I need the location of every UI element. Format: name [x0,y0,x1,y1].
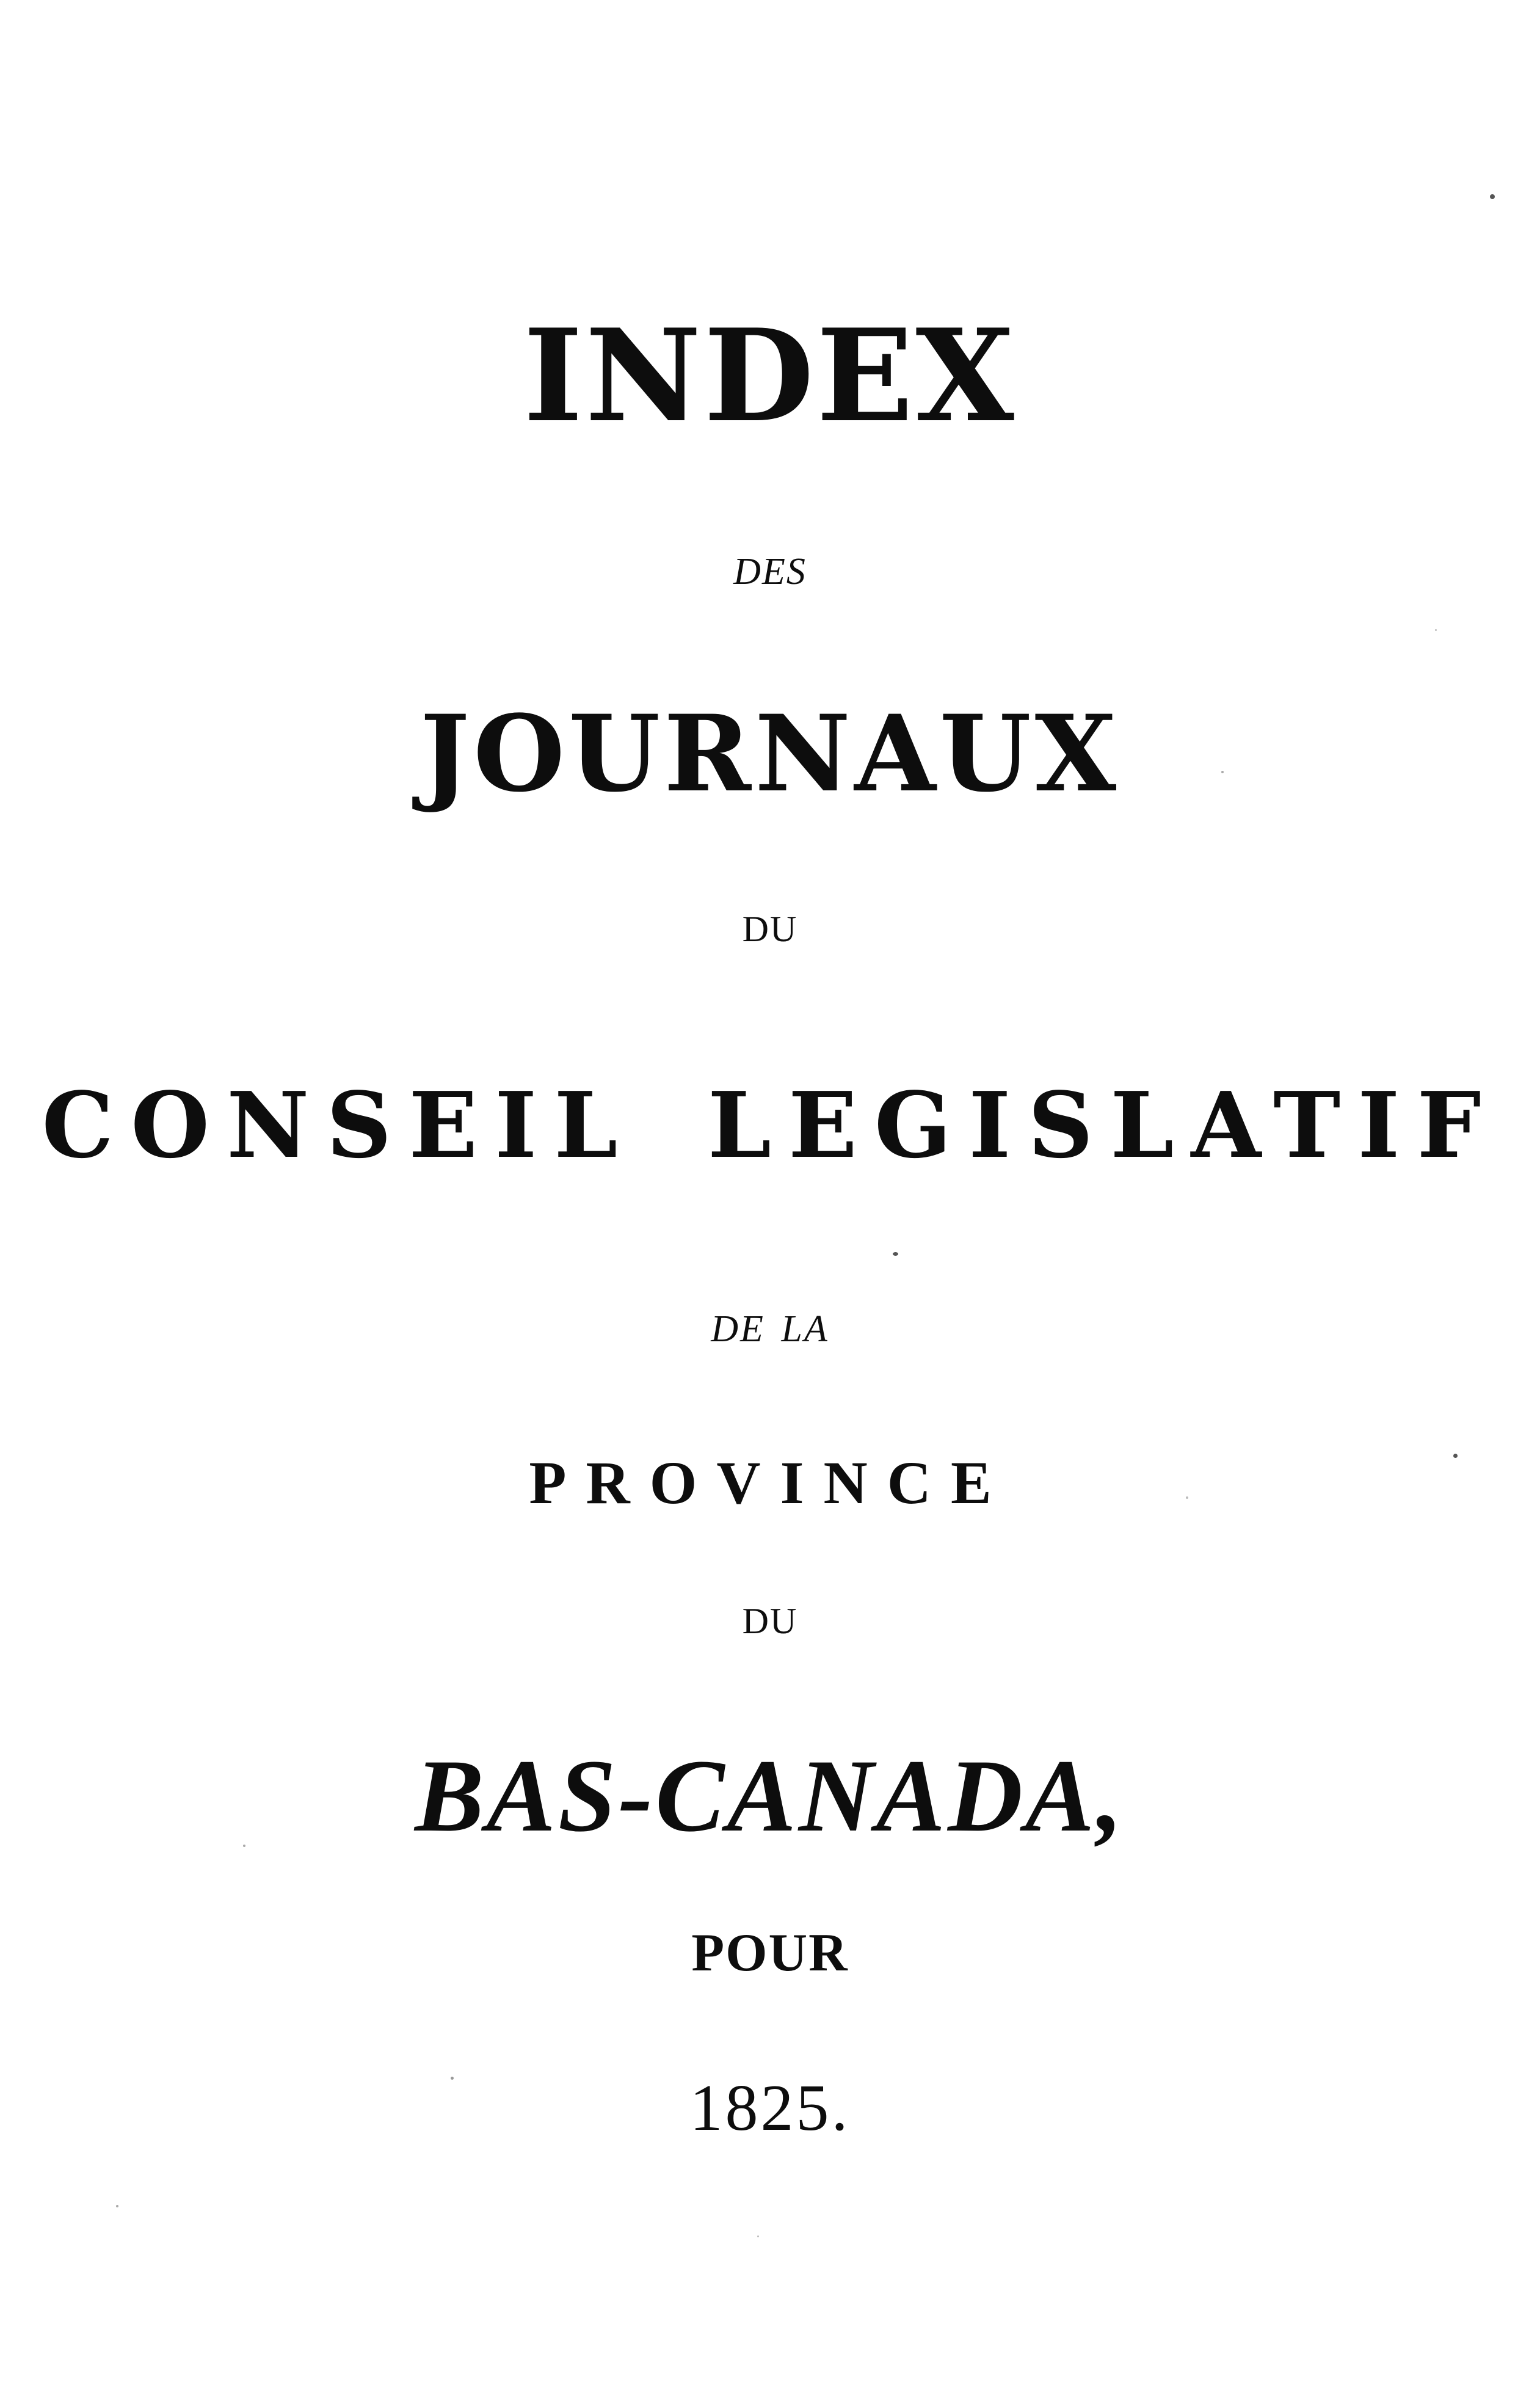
connector-des: DES [733,551,807,592]
scan-speck [1490,194,1495,199]
connector-pour: POUR [691,1923,849,1983]
title-province: PROVINCE [529,1449,1011,1517]
title-journaux: JOURNAUX [420,691,1120,815]
connector-du-2: DU [742,1601,798,1641]
title-bas-canada: BAS-CANADA, [415,1738,1125,1853]
scan-speck [451,2077,454,2080]
scan-speck [243,1845,245,1847]
scan-speck [757,2235,759,2237]
connector-du-1: DU [742,909,798,949]
scan-speck [116,2205,118,2207]
year: 1825. [689,2072,851,2144]
scan-speck [1453,1454,1458,1458]
scan-speck [893,1252,898,1256]
scan-speck [1186,1496,1188,1499]
scan-speck [1435,629,1437,631]
scan-speck [1221,771,1224,773]
connector-de-la: DE LA [711,1308,829,1350]
title-conseil-legislatif: CONSEIL LEGISLATIF [42,1072,1498,1178]
title-index: INDEX [523,302,1017,451]
